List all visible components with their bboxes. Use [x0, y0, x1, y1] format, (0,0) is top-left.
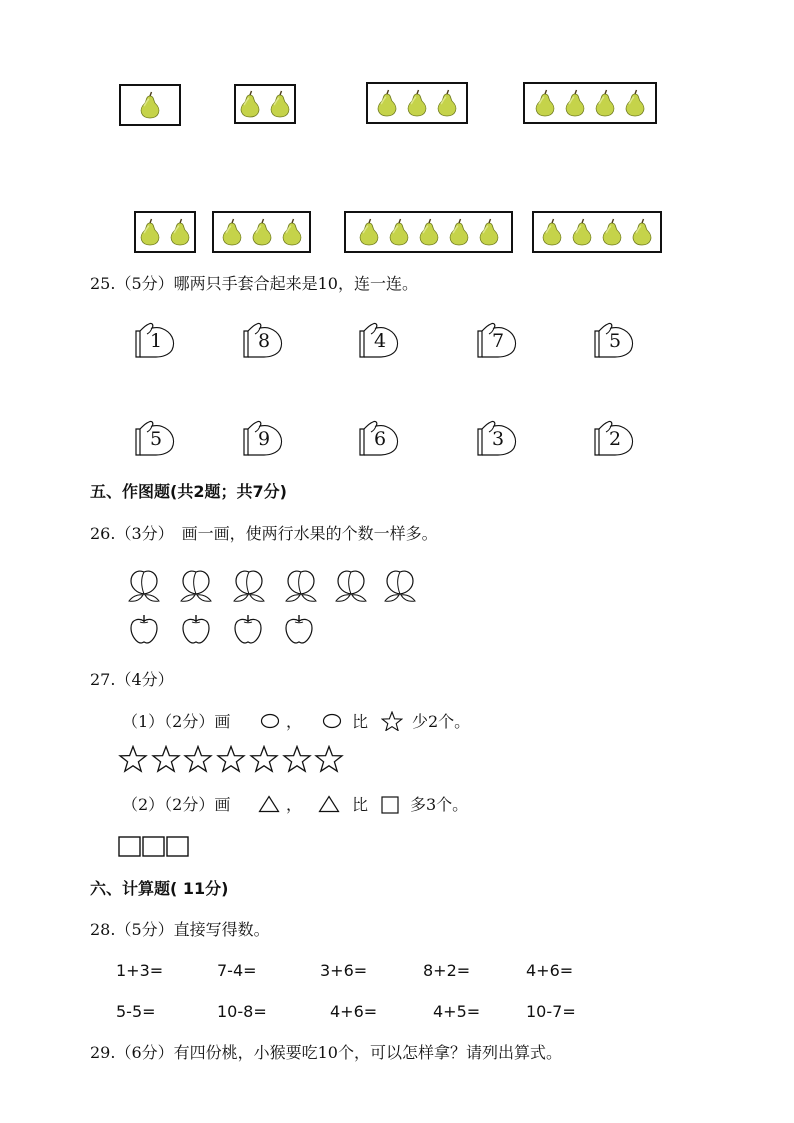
- mitten-number: 8: [257, 330, 271, 352]
- question-29-prompt: 29.（6分）有四份桃，小猴要吃10个，可以怎样拿？请列出算式。: [90, 1043, 562, 1062]
- pear-icon: [356, 218, 382, 246]
- mitten-number: 2: [608, 428, 622, 450]
- mitten-top-2[interactable]: [240, 322, 286, 360]
- star-icon: [381, 711, 403, 731]
- pear-box: [523, 82, 657, 124]
- pear-box: [532, 211, 662, 253]
- mitten-bottom-2[interactable]: [240, 420, 286, 458]
- peach-icon: [284, 568, 318, 604]
- pear-box: [344, 211, 513, 253]
- mitten-bottom-4[interactable]: [474, 420, 520, 458]
- pear-box: [212, 211, 311, 253]
- mitten-bottom-3[interactable]: [356, 420, 402, 458]
- pear-icon: [267, 90, 293, 118]
- question-27-prompt: 27.（4分）: [90, 670, 174, 689]
- pear-icon: [219, 218, 245, 246]
- star-icon: [282, 745, 312, 773]
- pear-icon: [386, 218, 412, 246]
- pear-icon: [167, 218, 193, 246]
- pear-icon: [249, 218, 275, 246]
- pear-icon: [374, 89, 400, 117]
- pear-box: [134, 211, 196, 253]
- pear-icon: [237, 90, 263, 118]
- section-6-heading: 六、计算题( 11分): [90, 879, 229, 898]
- calc-item: 10-7=: [526, 1002, 576, 1021]
- mitten-number: 4: [373, 330, 387, 352]
- calc-item: 10-8=: [217, 1002, 267, 1021]
- pear-box: [119, 84, 181, 126]
- pear-icon: [629, 218, 655, 246]
- part-1-sep: ，: [286, 712, 303, 731]
- peach-icon: [334, 568, 368, 604]
- mitten-number: 1: [149, 330, 163, 352]
- pear-icon: [569, 218, 595, 246]
- mitten-number: 6: [373, 428, 387, 450]
- section-5-heading: 五、作图题(共2题；共7分): [90, 482, 287, 501]
- pear-icon: [404, 89, 430, 117]
- circle-icon: [260, 713, 280, 729]
- triangle-icon: [258, 795, 280, 813]
- square-icon: [118, 836, 142, 858]
- pear-icon: [532, 89, 558, 117]
- peach-icon: [127, 568, 161, 604]
- calc-item: 8+2=: [423, 961, 471, 980]
- part-2-bi: 比: [352, 795, 369, 814]
- mitten-top-5[interactable]: [591, 322, 637, 360]
- peach-icon: [383, 568, 417, 604]
- calc-item: 4+5=: [433, 1002, 481, 1021]
- mitten-top-4[interactable]: [474, 322, 520, 360]
- pear-box: [366, 82, 468, 124]
- apple-icon: [283, 613, 315, 645]
- star-icon: [118, 745, 148, 773]
- part-2-sep: ，: [286, 795, 303, 814]
- part-2-lead: （2）（2分）画: [122, 795, 231, 814]
- mitten-number: 5: [608, 330, 622, 352]
- pear-icon: [279, 218, 305, 246]
- pear-icon: [599, 218, 625, 246]
- mitten-bottom-5[interactable]: [591, 420, 637, 458]
- question-28-prompt: 28.（5分）直接写得数。: [90, 920, 270, 939]
- mitten-top-1[interactable]: [132, 322, 178, 360]
- pear-icon: [137, 218, 163, 246]
- apple-icon: [180, 613, 212, 645]
- circle-icon: [322, 713, 342, 729]
- pear-icon: [416, 218, 442, 246]
- calc-item: 4+6=: [330, 1002, 378, 1021]
- triangle-icon: [318, 795, 340, 813]
- part-1-tail: 少2个。: [412, 712, 471, 731]
- pear-icon: [434, 89, 460, 117]
- pear-icon: [476, 218, 502, 246]
- pear-icon: [137, 91, 163, 119]
- square-icon: [142, 836, 166, 858]
- mitten-bottom-1[interactable]: [132, 420, 178, 458]
- peach-icon: [232, 568, 266, 604]
- pear-icon: [562, 89, 588, 117]
- pear-icon: [539, 218, 565, 246]
- star-icon: [183, 745, 213, 773]
- part-1-lead: （1）（2分）画: [122, 712, 231, 731]
- square-icon: [381, 796, 399, 814]
- calc-item: 3+6=: [320, 961, 368, 980]
- peach-icon: [179, 568, 213, 604]
- mitten-top-3[interactable]: [356, 322, 402, 360]
- question-26-prompt: 26.（3分） 画一画，使两行水果的个数一样多。: [90, 524, 438, 543]
- mitten-number: 5: [149, 428, 163, 450]
- part-1-bi: 比: [352, 712, 369, 731]
- square-icon: [166, 836, 190, 858]
- apple-icon: [232, 613, 264, 645]
- mitten-number: 3: [491, 428, 505, 450]
- star-icon: [249, 745, 279, 773]
- apple-icon: [128, 613, 160, 645]
- part-2-tail: 多3个。: [410, 795, 469, 814]
- star-icon: [216, 745, 246, 773]
- calc-item: 4+6=: [526, 961, 574, 980]
- calc-item: 1+3=: [116, 961, 164, 980]
- mitten-number: 7: [491, 330, 505, 352]
- mitten-number: 9: [257, 428, 271, 450]
- star-icon: [151, 745, 181, 773]
- calc-item: 7-4=: [217, 961, 257, 980]
- star-icon: [314, 745, 344, 773]
- calc-item: 5-5=: [116, 1002, 156, 1021]
- pear-box: [234, 84, 296, 124]
- pear-icon: [446, 218, 472, 246]
- pear-icon: [622, 89, 648, 117]
- pear-icon: [592, 89, 618, 117]
- question-25-prompt: 25.（5分）哪两只手套合起来是10，连一连。: [90, 274, 418, 293]
